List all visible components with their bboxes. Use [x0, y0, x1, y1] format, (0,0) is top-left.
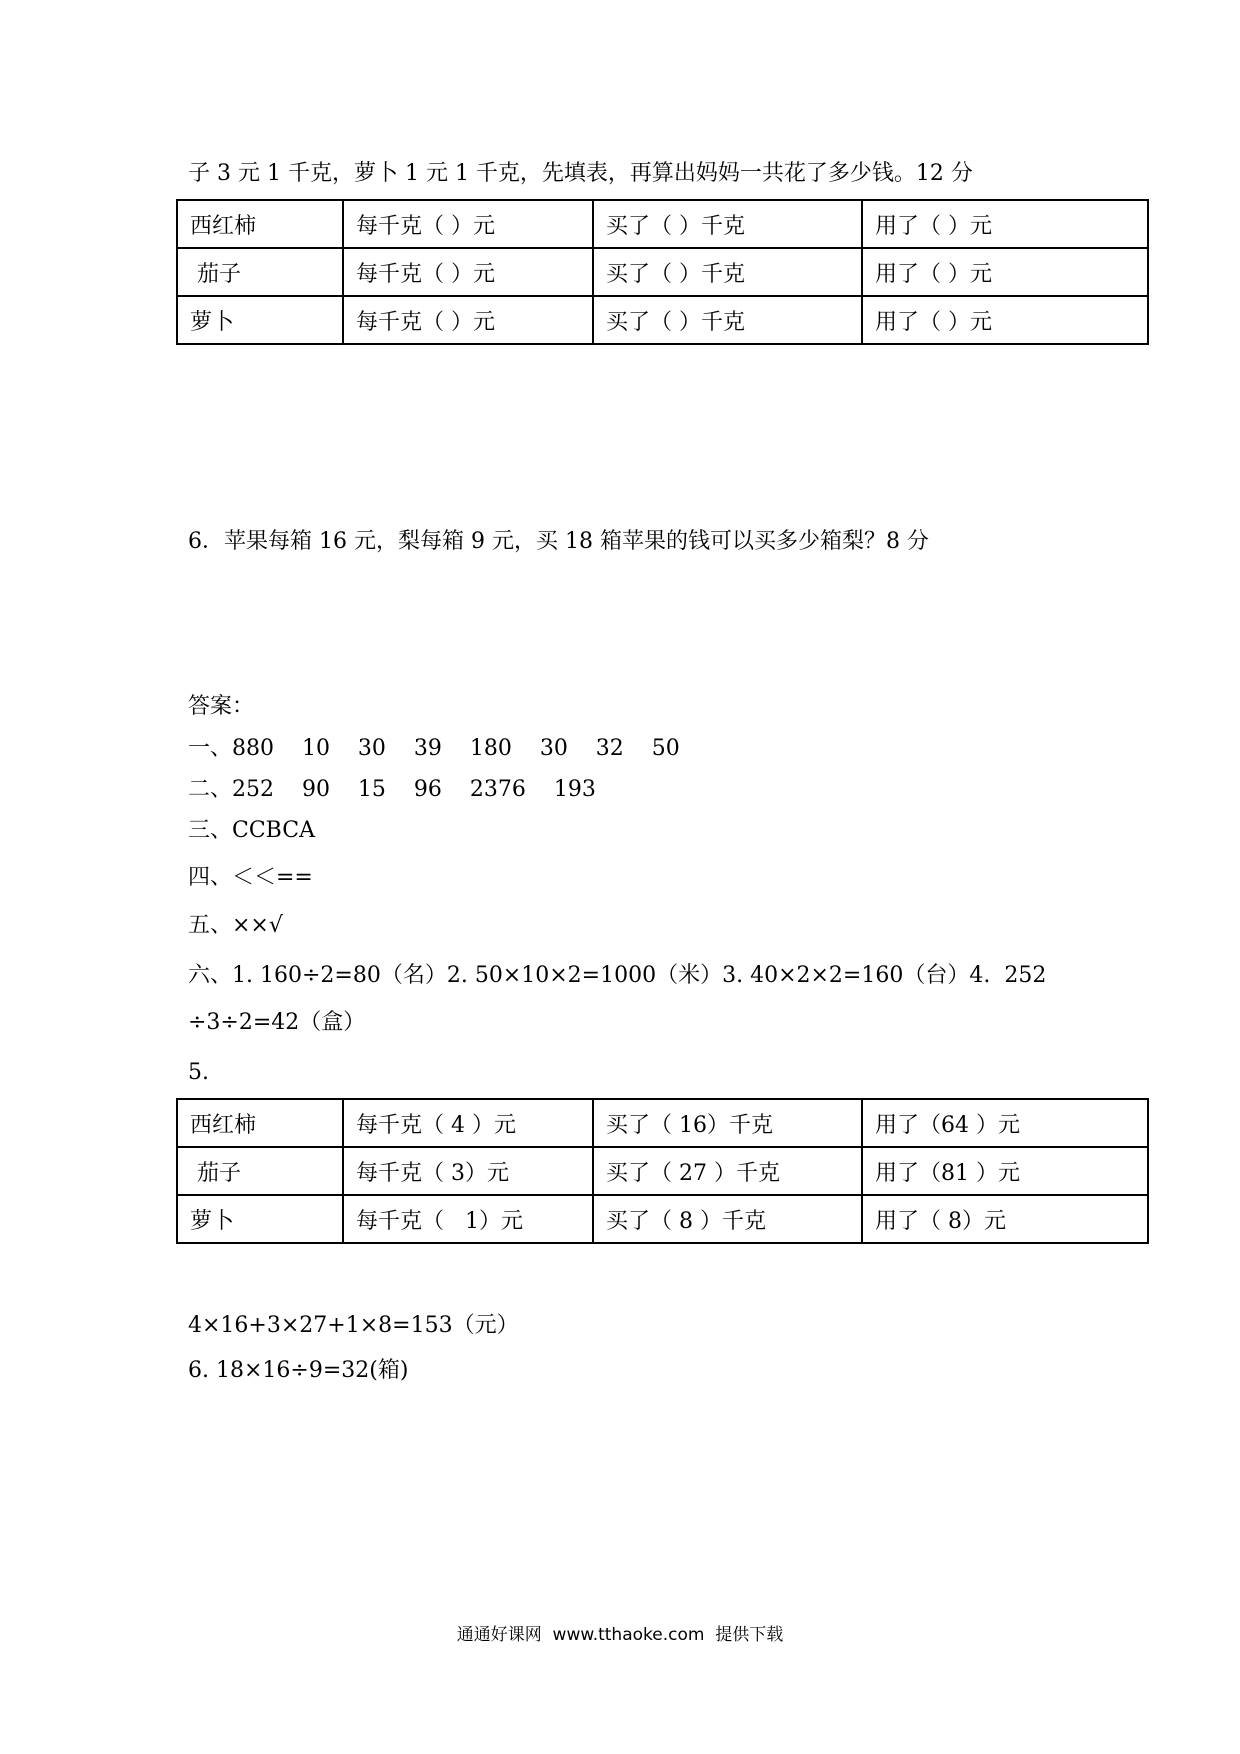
problem-6-answer: 6. 18×16÷9=32(箱): [188, 1358, 409, 1383]
table-cell: 买了（ ）千克: [593, 248, 862, 296]
table-row: [177, 296, 1148, 344]
table-cell: 西红柿: [177, 200, 343, 248]
table-cell: 买了（ ）千克: [593, 296, 862, 344]
table-cell: 每千克（ ）元: [343, 200, 593, 248]
table-cell: 用了（81 ）元: [862, 1147, 1148, 1195]
page-footer: 通通好课网 www.tthaoke.com 提供下载: [456, 1625, 784, 1645]
table-cell: 每千克（ 3）元: [343, 1147, 593, 1195]
table-cell: 用了（ ）元: [862, 200, 1148, 248]
table-cell: 买了（ ）千克: [593, 200, 862, 248]
table-row: [177, 200, 1148, 248]
total-calculation: 4×16+3×27+1×8=153（元）: [188, 1313, 519, 1338]
table-cell: 茄子: [177, 248, 343, 296]
table-row: [177, 1195, 1148, 1243]
table-row: [177, 1147, 1148, 1195]
table-cell: 茄子: [177, 1147, 343, 1195]
table-cell: 萝卜: [177, 1195, 343, 1243]
table-cell: 买了（ 27 ）千克: [593, 1147, 862, 1195]
table-cell: 每千克（ ）元: [343, 248, 593, 296]
answer-section-5: 五、××√: [188, 913, 283, 938]
answer-section-1: 一、880 10 30 39 180 30 32 50: [188, 736, 680, 761]
answer-section-6-line1: 六、1. 160÷2=80（名）2. 50×10×2=1000（米）3. 40×2×2=160（台）4. 252: [188, 963, 1047, 988]
table-cell: 每千克（ 1）元: [343, 1195, 593, 1243]
table-cell: 用了（64 ）元: [862, 1099, 1148, 1147]
answers-heading: 答案：: [188, 694, 255, 719]
table-cell: 用了（ 8）元: [862, 1195, 1148, 1243]
table-cell: 萝卜: [177, 296, 343, 344]
answer-section-2: 二、252 90 15 96 2376 193: [188, 777, 596, 802]
answer-5-label: 5.: [188, 1060, 209, 1085]
table-row: [177, 1099, 1148, 1147]
answer-section-4: 四、＜＜==: [188, 865, 313, 890]
table-cell: 用了（ ）元: [862, 296, 1148, 344]
problem-5-intro: 子 3 元 1 千克，萝卜 1 元 1 千克，先填表，再算出妈妈一共花了多少钱。12 分: [188, 161, 973, 186]
table-cell: 西红柿: [177, 1099, 343, 1147]
table-cell: 用了（ ）元: [862, 248, 1148, 296]
table-cell: 每千克（ 4 ）元: [343, 1099, 593, 1147]
answer-section-6-line2: ÷3÷2=42（盒）: [188, 1010, 366, 1035]
problem-6: 6．苹果每箱 16 元，梨每箱 9 元，买 18 箱苹果的钱可以买多少箱梨？8 分: [188, 529, 929, 554]
table-row: [177, 248, 1148, 296]
table-cell: 买了（ 16）千克: [593, 1099, 862, 1147]
blank-price-table: [176, 199, 1149, 345]
answer-price-table: [176, 1098, 1149, 1244]
table-cell: 每千克（ ）元: [343, 296, 593, 344]
table-cell: 买了（ 8 ）千克: [593, 1195, 862, 1243]
answer-section-3: 三、CCBCA: [188, 818, 315, 843]
